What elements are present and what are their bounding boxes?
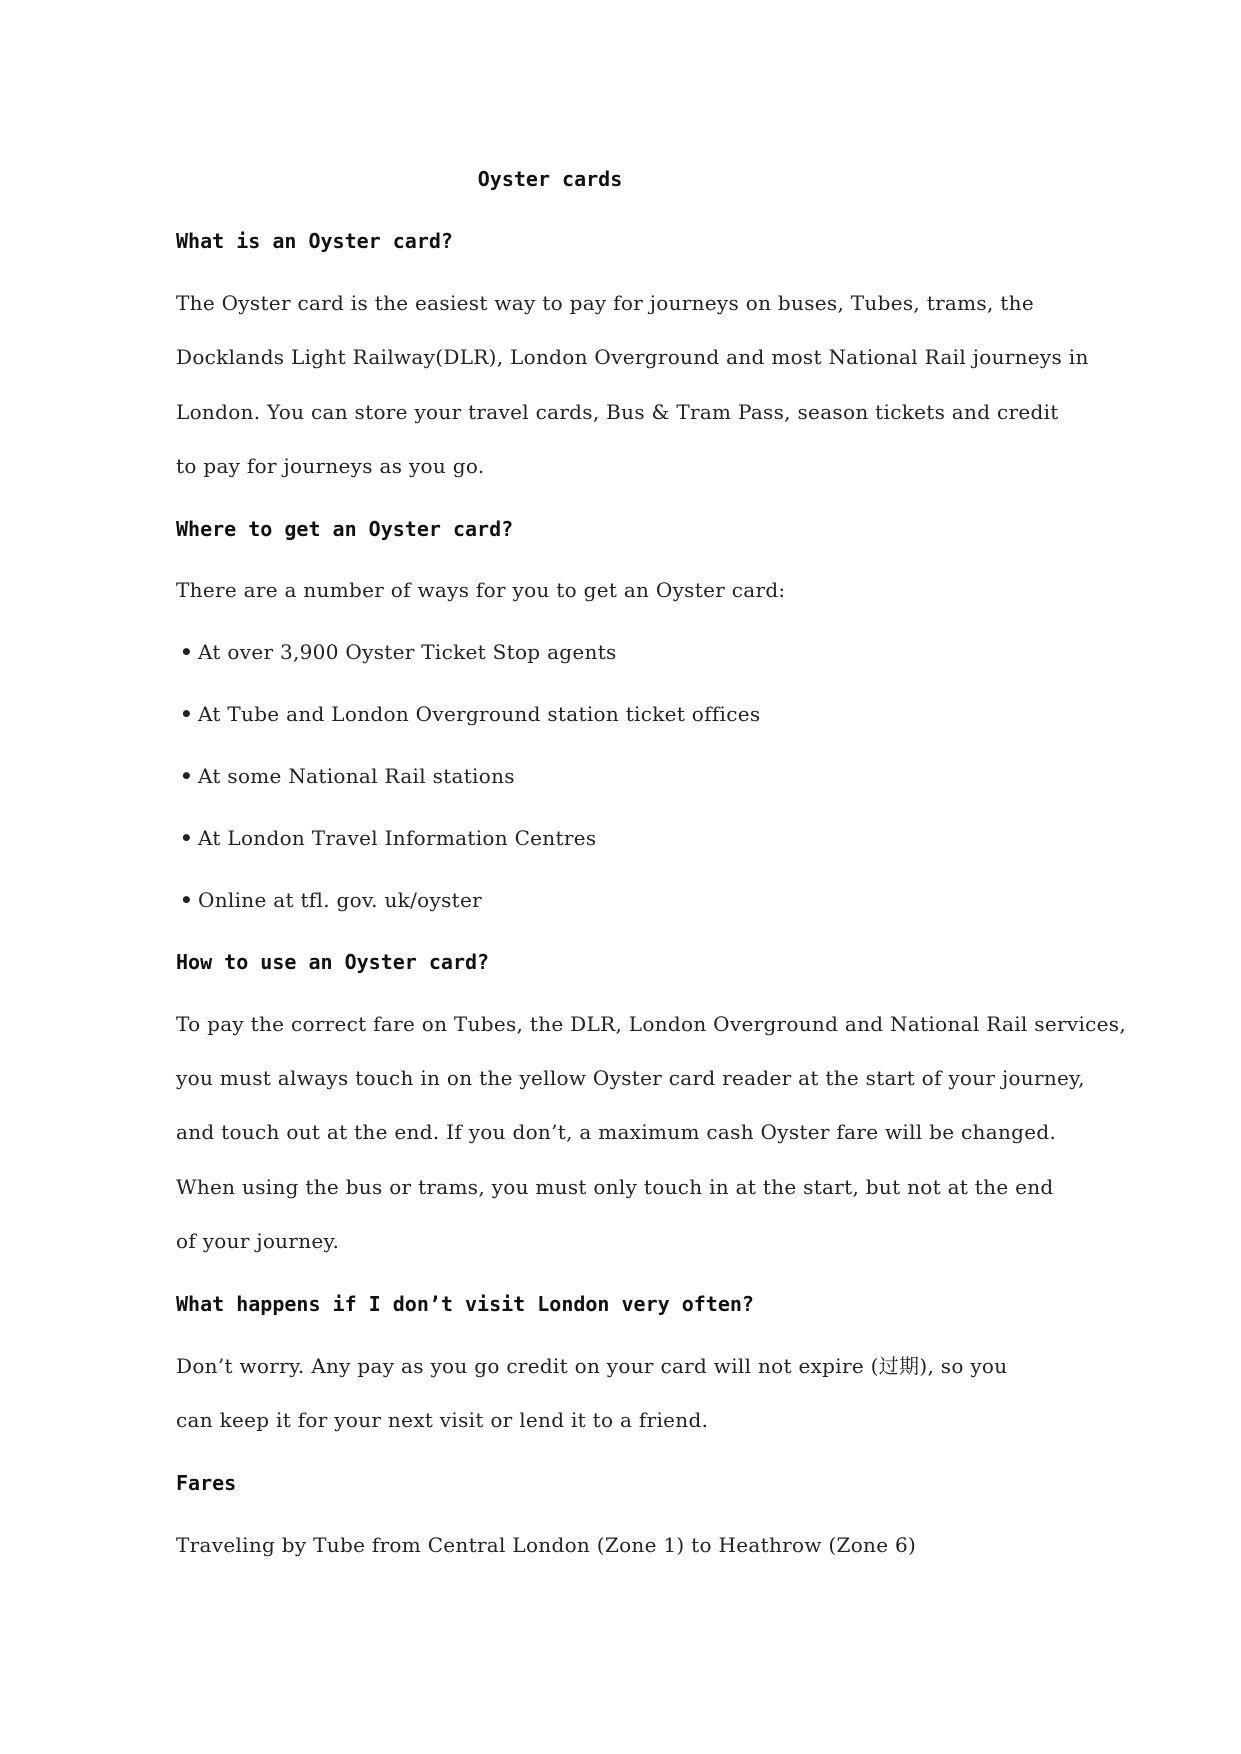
list-item [180,888,482,912]
section-heading-fares: Fares [176,1471,237,1495]
paragraph-line: Docklands Light Railway(DLR), London Overground and most National Rail journeys in [176,345,1089,369]
paragraph-line: London. You can store your travel cards, Bus & Tram Pass, season tickets and credit [176,400,1059,424]
list-item-text: At some National Rail stations [198,764,515,788]
list-item [180,702,760,726]
section-heading-how-to-use: How to use an Oyster card? [176,950,490,974]
list-item [180,764,515,788]
page-title: Oyster cards [477,167,623,191]
section-heading-what-is: What is an Oyster card? [176,229,453,253]
section-heading-what-happens: What happens if I don’t visit London very often? [176,1292,754,1316]
bullet-icon: • [180,764,194,788]
list-item [180,640,617,664]
paragraph-line: to pay for journeys as you go. [176,454,485,478]
list-item-text: At Tube and London Overground station ticket offices [198,702,761,726]
paragraph-line: can keep it for your next visit or lend it to a friend. [176,1408,709,1432]
paragraph-line: and touch out at the end. If you don’t, a maximum cash Oyster fare will be changed. [176,1120,1057,1144]
paragraph-line: of your journey. [176,1229,340,1253]
bullet-icon: • [180,702,194,726]
paragraph-line: The Oyster card is the easiest way to pay for journeys on buses, Tubes, trams, the [176,291,1034,315]
list-item-text: At over 3,900 Oyster Ticket Stop agents [198,640,617,664]
paragraph-line: Don’t worry. Any pay as you go credit on your card will not expire (过期), so you [176,1354,1008,1378]
list-item [180,826,596,850]
bullet-icon: • [180,826,194,850]
paragraph-line: you must always touch in on the yellow Oyster card reader at the start of your journey, [176,1066,1085,1090]
list-item-text: At London Travel Information Centres [198,826,597,850]
paragraph-line: When using the bus or trams, you must only touch in at the start, but not at the end [176,1175,1054,1199]
bullet-icon: • [180,640,194,664]
bullet-icon: • [180,888,194,912]
paragraph-line: Traveling by Tube from Central London (Zone 1) to Heathrow (Zone 6) [176,1533,917,1557]
list-item-text: Online at tfl. gov. uk/oyster [198,888,482,912]
paragraph-line: To pay the correct fare on Tubes, the DLR, London Overground and National Rail services, [176,1012,1127,1036]
paragraph-line: There are a number of ways for you to get an Oyster card: [176,578,786,602]
section-heading-where-to-get: Where to get an Oyster card? [176,517,514,541]
